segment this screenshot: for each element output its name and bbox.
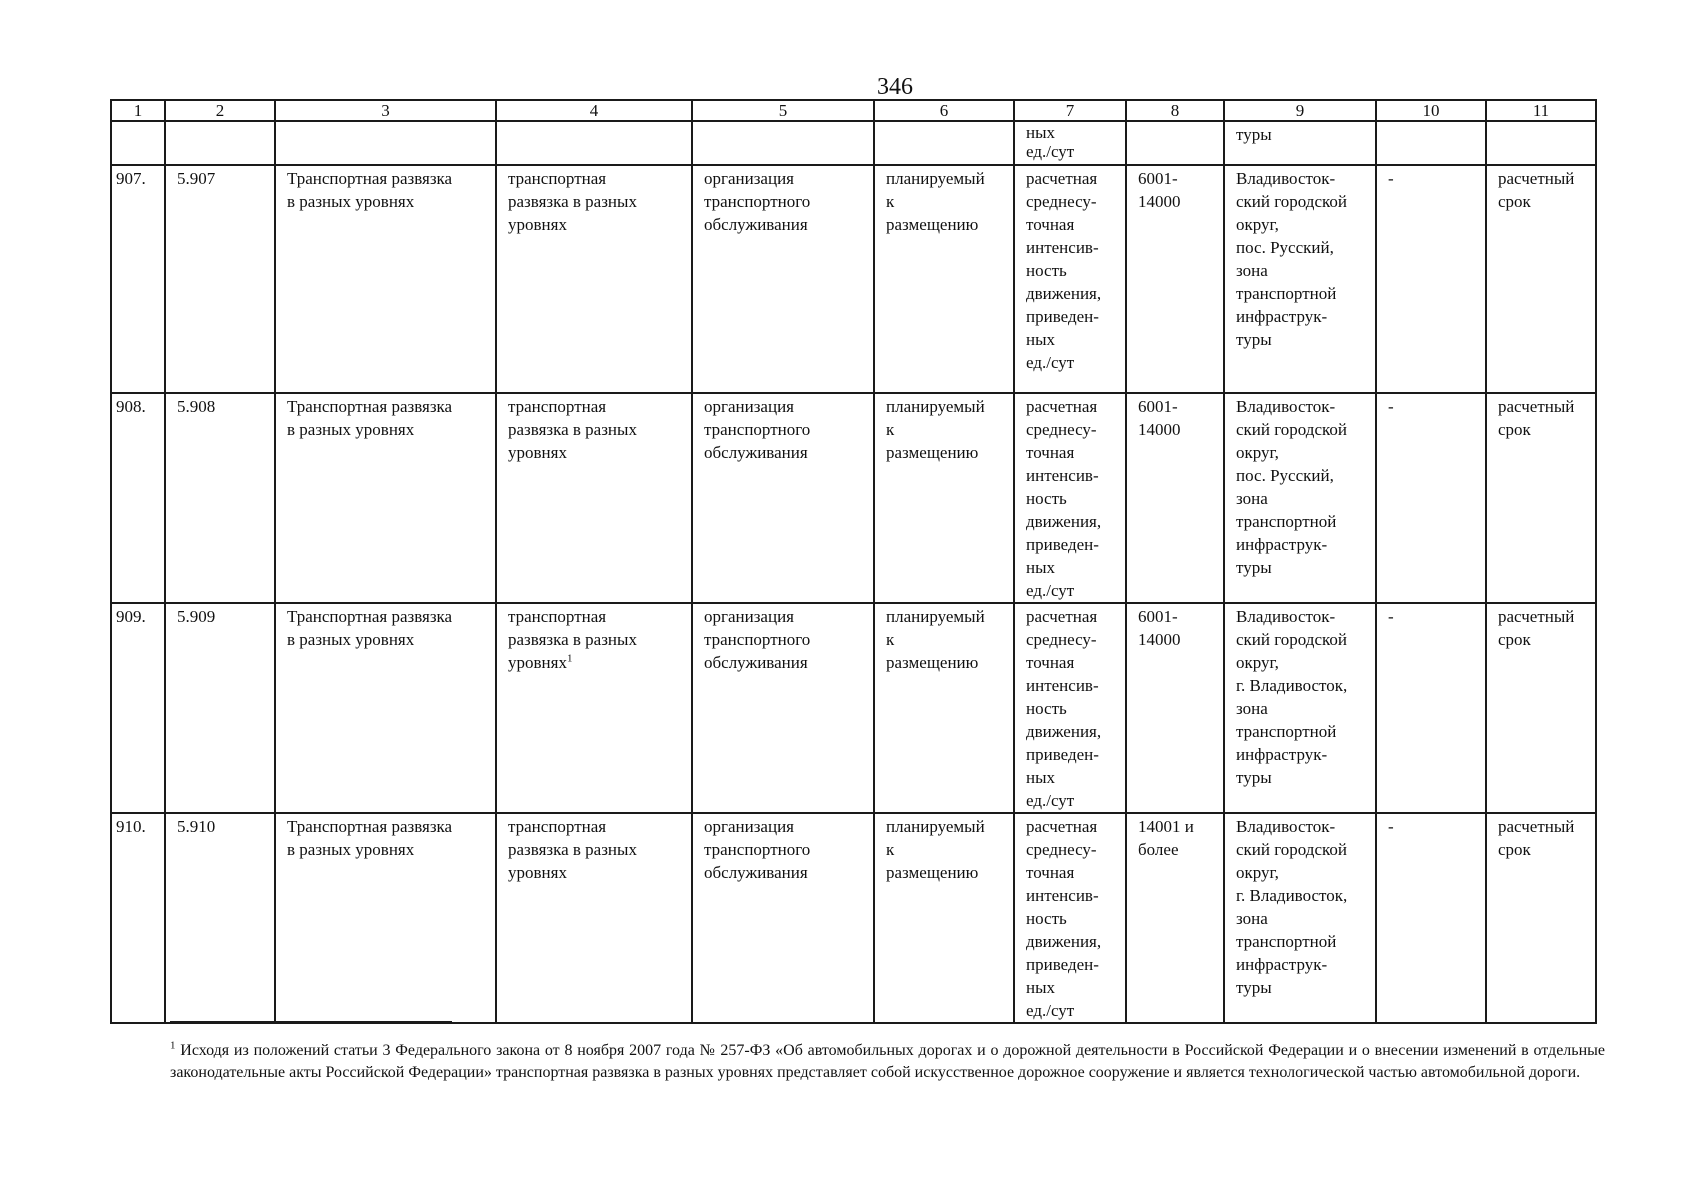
column-number-row xyxy=(111,100,1596,121)
registry-table-body xyxy=(111,100,1596,1023)
table-row xyxy=(111,393,1596,603)
characteristic-value: 6001- 14000 xyxy=(1126,603,1224,813)
object-name: Транспортная развязка в разных уровнях xyxy=(275,813,496,1023)
table-row xyxy=(111,813,1596,1023)
object-characteristic: расчетная среднесу- точная интенсив- ность движения, приведен- ных ед./сут xyxy=(1014,393,1126,603)
table-cell xyxy=(874,121,1014,165)
object-code: 5.909 xyxy=(165,603,275,813)
object-status: планируемый к размещению xyxy=(874,603,1014,813)
column-number: 1 xyxy=(111,100,165,121)
characteristic-value: 14001 и более xyxy=(1126,813,1224,1023)
object-name: Транспортная развязка в разных уровнях xyxy=(275,603,496,813)
object-type xyxy=(496,165,692,393)
continuation-row xyxy=(111,121,1596,165)
row-number: 907. xyxy=(111,165,165,393)
object-code: 5.908 xyxy=(165,393,275,603)
table-cell xyxy=(111,121,165,165)
object-purpose: организация транспортного обслуживания xyxy=(692,603,874,813)
row-number: 910. xyxy=(111,813,165,1023)
table-cell xyxy=(1376,121,1486,165)
object-type xyxy=(496,393,692,603)
footnote-mark: 1 xyxy=(566,652,573,665)
table-cell xyxy=(165,121,275,165)
column-number: 2 xyxy=(165,100,275,121)
footnote xyxy=(170,1040,1605,1084)
object-status: планируемый к размещению xyxy=(874,813,1014,1023)
object-type xyxy=(496,813,692,1023)
object-purpose: организация транспортного обслуживания xyxy=(692,165,874,393)
page-number: 346 xyxy=(877,74,913,100)
characteristic-value: 6001- 14000 xyxy=(1126,165,1224,393)
object-status: планируемый к размещению xyxy=(874,393,1014,603)
object-location: Владивосток- ский городской округ, г. Владивосток, зона транспортной инфраструк- туры xyxy=(1224,603,1376,813)
object-location: Владивосток- ский городской округ, г. Владивосток, зона транспортной инфраструк- туры xyxy=(1224,813,1376,1023)
object-location: Владивосток- ский городской округ, пос. Русский, зона транспортной инфраструк- туры xyxy=(1224,165,1376,393)
implementation-term: расчетный срок xyxy=(1486,165,1596,393)
implementation-term: расчетный срок xyxy=(1486,813,1596,1023)
column-number: 6 xyxy=(874,100,1014,121)
registry-table xyxy=(110,99,1597,1024)
object-name: Транспортная развязка в разных уровнях xyxy=(275,165,496,393)
column-10-value: - xyxy=(1376,165,1486,393)
object-characteristic: расчетная среднесу- точная интенсив- ность движения, приведен- ных ед./сут xyxy=(1014,603,1126,813)
object-characteristic: расчетная среднесу- точная интенсив- ность движения, приведен- ных ед./сут xyxy=(1014,165,1126,393)
table-cell xyxy=(275,121,496,165)
object-characteristic: расчетная среднесу- точная интенсив- ность движения, приведен- ных ед./сут xyxy=(1014,813,1126,1023)
column-number: 5 xyxy=(692,100,874,121)
object-type-text: транспортная развязка в разных уровнях xyxy=(508,607,637,672)
column-number: 11 xyxy=(1486,100,1596,121)
footnote-mark: 1 xyxy=(170,1039,176,1052)
object-purpose: организация транспортного обслуживания xyxy=(692,393,874,603)
column-number: 10 xyxy=(1376,100,1486,121)
object-purpose: организация транспортного обслуживания xyxy=(692,813,874,1023)
column-10-value: - xyxy=(1376,393,1486,603)
column-number: 4 xyxy=(496,100,692,121)
table-cell xyxy=(1014,121,1126,165)
footnote-separator xyxy=(170,1021,452,1023)
object-code: 5.910 xyxy=(165,813,275,1023)
table-row xyxy=(111,603,1596,813)
characteristic-value: 6001- 14000 xyxy=(1126,393,1224,603)
footnote-text: Исходя из положений статьи 3 Федерального закона от 8 ноября 2007 года № 257-ФЗ «Об автомобильных дорогах и о дорожной деятельности в Российской Федерации и о внесении изменений в отдельные законодательные акты Российской Федерации» транспортная развязка в разных уровнях представляет собой искусственное дорожное сооружение и является технологической частью автомобильной дороги. xyxy=(170,1042,1605,1081)
table-cell xyxy=(1486,121,1596,165)
object-type-text: транспортная развязка в разных уровнях xyxy=(508,817,637,882)
row-number: 908. xyxy=(111,393,165,603)
table-cell xyxy=(692,121,874,165)
location-text: туры xyxy=(1236,125,1272,144)
object-location: Владивосток- ский городской округ, пос. Русский, зона транспортной инфраструк- туры xyxy=(1224,393,1376,603)
object-type-text: транспортная развязка в разных уровнях xyxy=(508,169,637,234)
column-number: 7 xyxy=(1014,100,1126,121)
column-number: 9 xyxy=(1224,100,1376,121)
object-status: планируемый к размещению xyxy=(874,165,1014,393)
object-name: Транспортная развязка в разных уровнях xyxy=(275,393,496,603)
column-10-value: - xyxy=(1376,813,1486,1023)
implementation-term: расчетный срок xyxy=(1486,603,1596,813)
table-cell xyxy=(496,121,692,165)
object-code: 5.907 xyxy=(165,165,275,393)
table-cell xyxy=(1126,121,1224,165)
characteristic-text: ных ед./сут xyxy=(1026,123,1075,161)
column-10-value: - xyxy=(1376,603,1486,813)
column-number: 3 xyxy=(275,100,496,121)
implementation-term: расчетный срок xyxy=(1486,393,1596,603)
column-number: 8 xyxy=(1126,100,1224,121)
table-cell xyxy=(1224,121,1376,165)
table-row xyxy=(111,165,1596,393)
object-type-text: транспортная развязка в разных уровнях xyxy=(508,397,637,462)
row-number: 909. xyxy=(111,603,165,813)
object-type xyxy=(496,603,692,813)
